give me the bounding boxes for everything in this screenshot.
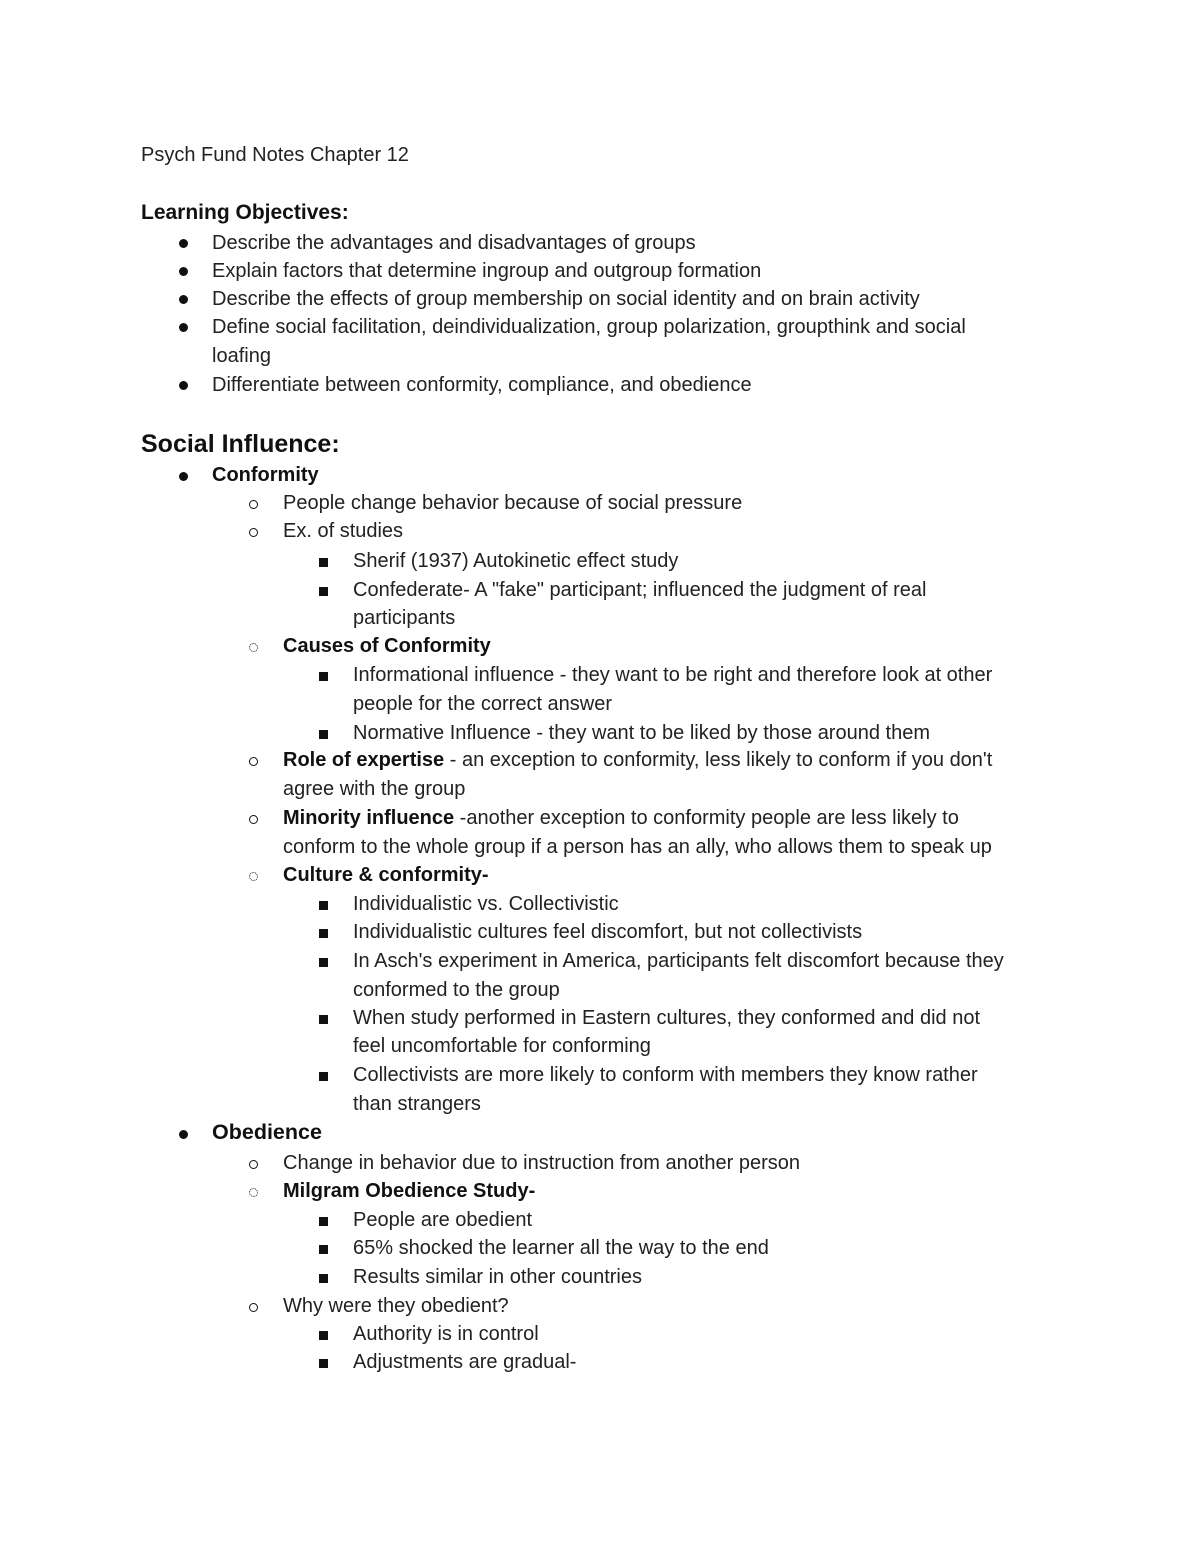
why-item: Authority is in control <box>353 1323 539 1345</box>
culture-item: When study performed in Eastern cultures, they conformed and did not <box>353 1007 981 1029</box>
bullet-square-icon <box>319 672 328 681</box>
milgram-item: Results similar in other countries <box>353 1266 642 1288</box>
bullet-disc-icon <box>179 472 188 481</box>
minority-item <box>283 804 959 832</box>
objective-item: Explain factors that determine ingroup and outgroup formation <box>212 260 762 282</box>
bullet-square-icon <box>319 587 328 596</box>
bullet-circle-icon <box>249 528 258 537</box>
bullet-circle-icon <box>249 1160 258 1169</box>
bullet-circle-icon <box>249 1303 258 1312</box>
bullet-disc-icon <box>179 381 188 390</box>
bullet-dotted-circle-icon <box>249 1188 258 1197</box>
bullet-square-icon <box>319 1072 328 1081</box>
bullet-square-icon <box>319 1359 328 1368</box>
bullet-dotted-circle-icon <box>249 643 258 652</box>
milgram-item: People are obedient <box>353 1209 533 1231</box>
milgram-heading: Milgram Obedience Study- <box>283 1180 536 1202</box>
conformity-heading: Conformity <box>212 464 319 486</box>
bullet-square-icon <box>319 1331 328 1340</box>
bullet-dotted-circle-icon <box>249 872 258 881</box>
minority-text-continued: conform to the whole group if a person has an ally, who allows them to speak up <box>283 836 992 858</box>
objective-item: Describe the advantages and disadvantages of groups <box>212 232 696 254</box>
obedience-heading: Obedience <box>212 1120 322 1144</box>
culture-item-continued: feel uncomfortable for conforming <box>353 1035 651 1057</box>
objective-item-continued: loafing <box>212 345 271 367</box>
expertise-item <box>283 746 992 774</box>
learning-objectives-heading: Learning Objectives: <box>141 201 349 224</box>
cause-item: Normative Influence - they want to be liked by those around them <box>353 722 930 744</box>
objective-item: Differentiate between conformity, compliance, and obedience <box>212 374 752 396</box>
culture-item-continued: conformed to the group <box>353 979 560 1001</box>
causes-heading: Causes of Conformity <box>283 635 491 657</box>
bullet-circle-icon <box>249 757 258 766</box>
expertise-text-continued: agree with the group <box>283 778 466 800</box>
bullet-square-icon <box>319 901 328 910</box>
social-influence-heading: Social Influence: <box>141 430 340 458</box>
cause-item-continued: people for the correct answer <box>353 693 613 715</box>
bullet-square-icon <box>319 929 328 938</box>
minority-label: Minority influence <box>283 807 455 829</box>
bullet-disc-icon <box>179 267 188 276</box>
culture-item-continued: than strangers <box>353 1093 481 1115</box>
bullet-disc-icon <box>179 323 188 332</box>
obedience-definition: Change in behavior due to instruction from another person <box>283 1152 800 1174</box>
expertise-label: Role of expertise <box>283 749 445 771</box>
bullet-square-icon <box>319 1274 328 1283</box>
bullet-disc-icon <box>179 1130 188 1139</box>
studies-label: Ex. of studies <box>283 520 404 542</box>
expertise-text: - an exception to conformity, less likely to conform if you don't <box>444 749 993 771</box>
minority-text: -another exception to conformity people are less likely to <box>454 807 959 829</box>
bullet-square-icon <box>319 1015 328 1024</box>
bullet-square-icon <box>319 1217 328 1226</box>
bullet-square-icon <box>319 1245 328 1254</box>
bullet-disc-icon <box>179 295 188 304</box>
culture-item: Collectivists are more likely to conform with members they know rather <box>353 1064 978 1086</box>
cause-item: Informational influence - they want to be right and therefore look at other <box>353 664 993 686</box>
objective-item: Describe the effects of group membership on social identity and on brain activity <box>212 288 920 310</box>
objective-item: Define social facilitation, deindividualization, group polarization, groupthink and social <box>212 316 966 338</box>
culture-item: In Asch's experiment in America, participants felt discomfort because they <box>353 950 1004 972</box>
culture-item: Individualistic cultures feel discomfort, but not collectivists <box>353 921 863 943</box>
study-item: Confederate- A "fake" participant; influenced the judgment of real <box>353 579 927 601</box>
conformity-definition: People change behavior because of social pressure <box>283 492 743 514</box>
why-obedient-label: Why were they obedient? <box>283 1295 509 1317</box>
culture-heading: Culture & conformity- <box>283 864 489 886</box>
bullet-disc-icon <box>179 239 188 248</box>
study-item: Sherif (1937) Autokinetic effect study <box>353 550 679 572</box>
document-title: Psych Fund Notes Chapter 12 <box>141 144 409 166</box>
milgram-item: 65% shocked the learner all the way to the end <box>353 1237 769 1259</box>
bullet-square-icon <box>319 730 328 739</box>
bullet-square-icon <box>319 558 328 567</box>
why-item: Adjustments are gradual- <box>353 1351 577 1373</box>
bullet-square-icon <box>319 958 328 967</box>
bullet-circle-icon <box>249 815 258 824</box>
culture-item: Individualistic vs. Collectivistic <box>353 893 619 915</box>
study-item-continued: participants <box>353 607 456 629</box>
bullet-circle-icon <box>249 500 258 509</box>
